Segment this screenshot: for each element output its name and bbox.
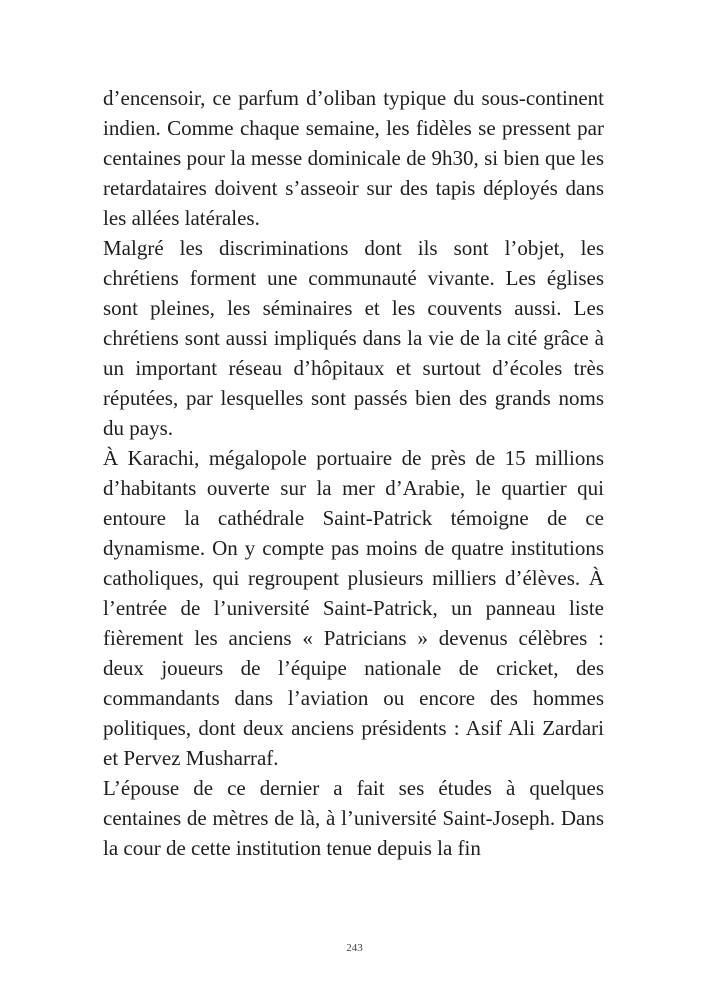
page-body xyxy=(103,83,604,863)
paragraph-2: Malgré les discriminations dont ils sont l’objet, les chrétiens forment une communauté vivante. Les églises sont pleines, les séminaires et les couvents aussi. Les chrétiens sont aussi impliqués dans la vie de la cité grâce à un important réseau d’hôpitaux et surtout d’écoles très réputées, par lesquelles sont passés bien des grands noms du pays. xyxy=(103,236,604,440)
paragraph-3: À Karachi, mégalopole portuaire de près de 15 millions d’habitants ouverte sur la mer d’Arabie, le quartier qui entoure la cathédrale Saint-Patrick témoigne de ce dynamisme. On y compte pas moins de quatre institutions catholiques, qui regroupent plusieurs milliers d’élèves. À l’entrée de l’université Saint-Patrick, un panneau liste fièrement les anciens « Patricians » devenus célèbres : deux joueurs de l’équipe nationale de cricket, des commandants dans l’aviation ou encore des hommes politiques, dont deux anciens présidents : Asif Ali Zardari et Pervez Musharraf. xyxy=(103,446,604,770)
page-number: 243 xyxy=(346,942,363,954)
paragraph-4: L’épouse de ce dernier a fait ses études à quelques centaines de mètres de là, à l’université Saint-Joseph. Dans la cour de cette institution tenue depuis la fin xyxy=(103,776,604,860)
paragraph-1: d’encensoir, ce parfum d’oliban typique du sous-continent indien. Comme chaque semaine, les fidèles se pressent par centaines pour la messe dominicale de 9h30, si bien que les retardataires doivent s’asseoir sur des tapis déployés dans les allées latérales. xyxy=(103,86,604,230)
